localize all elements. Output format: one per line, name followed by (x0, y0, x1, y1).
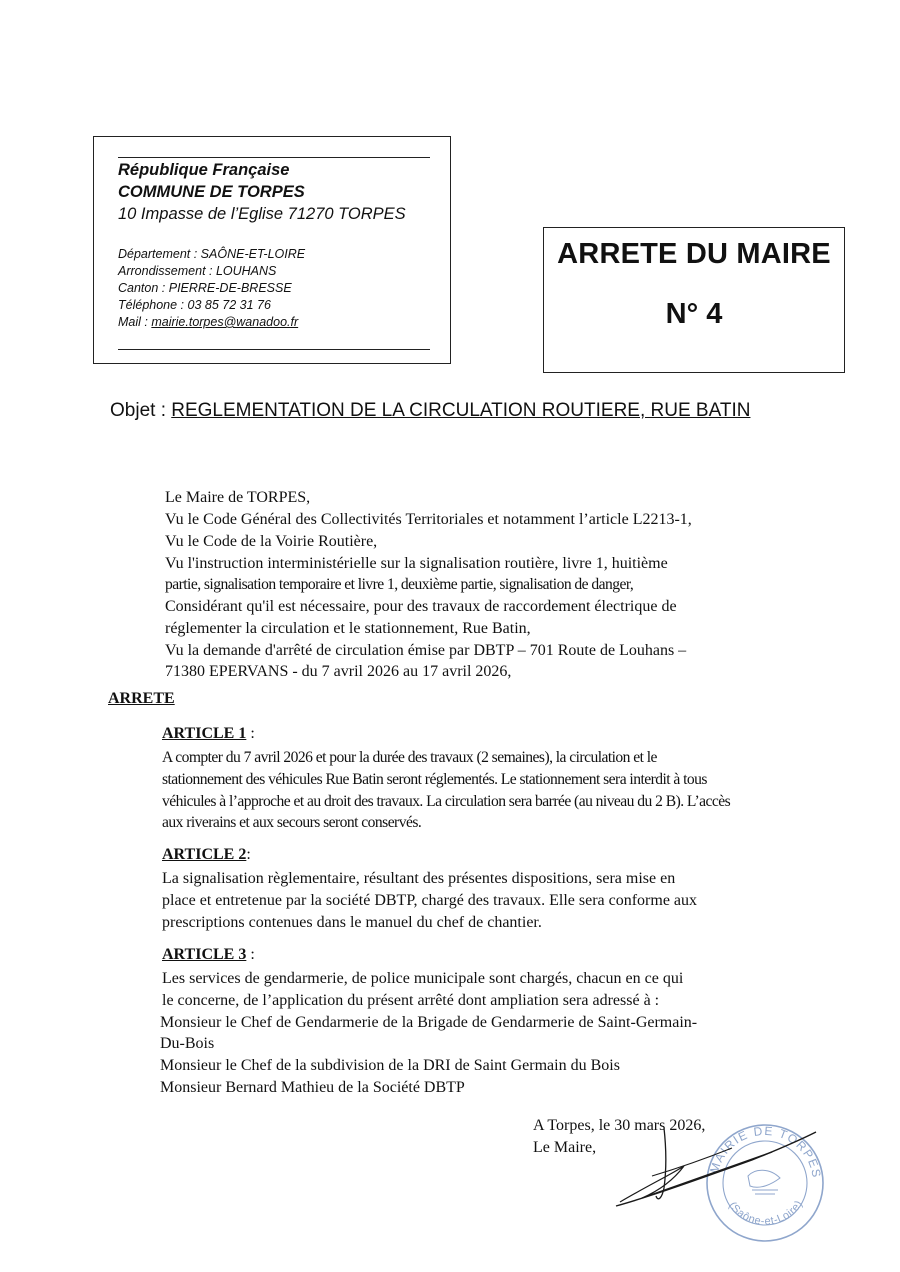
article-2-line: prescriptions contenues dans le manuel du chef de chantier. (162, 914, 542, 931)
article-2-suffix: : (246, 846, 251, 863)
header-bottom-rule (118, 349, 430, 350)
canton: Canton : PIERRE-DE-BRESSE (118, 281, 292, 295)
article-3-line: Monsieur le Chef de la subdivision de la DRI de Saint Germain du Bois (160, 1057, 620, 1074)
article-1-suffix: : (246, 725, 255, 742)
objet-label: Objet : (110, 400, 172, 421)
article-3-line: Monsieur le Chef de Gendarmerie de la Brigade de Gendarmerie de Saint-Germain- (160, 1014, 698, 1031)
header-top-rule (118, 157, 430, 158)
svg-text:MAIRIE DE TORPES: MAIRIE DE TORPES (707, 1123, 824, 1180)
article-2-line: La signalisation règlementaire, résultant des présentes dispositions, sera mise en (162, 870, 676, 887)
mail-link[interactable]: mairie.torpes@wanadoo.fr (151, 315, 299, 329)
mail-line (118, 315, 298, 329)
departement: Département : SAÔNE-ET-LOIRE (118, 247, 306, 261)
telephone: Téléphone : 03 85 72 31 76 (118, 298, 271, 312)
preamble-line: Vu le Code de la Voirie Routière, (165, 533, 378, 550)
article-1-line: véhicules à l’approche et au droit des travaux. La circulation sera barrée (au niveau du 2 B). L’accès (162, 793, 731, 810)
article-1-heading (162, 725, 255, 743)
commune-name: COMMUNE DE TORPES (118, 183, 305, 201)
objet-text: REGLEMENTATION DE LA CIRCULATION ROUTIERE, RUE BATIN (171, 400, 751, 421)
article-3-line: Du-Bois (160, 1035, 215, 1052)
arrete-heading-text: ARRETE (108, 690, 175, 707)
article-1-line: aux riverains et aux secours seront conservés. (162, 814, 422, 831)
article-2-heading (162, 846, 251, 864)
preamble-line: réglementer la circulation et le stationnement, Rue Batin, (165, 620, 531, 637)
commune-address: 10 Impasse de l’Eglise 71270 TORPES (118, 205, 406, 223)
arrete-heading (108, 690, 175, 708)
article-3-line: Les services de gendarmerie, de police municipale sont chargés, chacun en ce qui (162, 970, 684, 987)
signatory: Le Maire, (533, 1139, 597, 1156)
preamble-line: 71380 EPERVANS - du 7 avril 2026 au 17 avril 2026, (165, 663, 512, 680)
place-date: A Torpes, le 30 mars 2026, (533, 1117, 706, 1134)
preamble-line: Vu l'instruction interministérielle sur la signalisation routière, livre 1, huitième (165, 555, 668, 572)
article-1-title: ARTICLE 1 (162, 725, 247, 742)
svg-text:(Saône-et-Loire): (Saône-et-Loire) (726, 1198, 806, 1228)
preamble-line: Considérant qu'il est nécessaire, pour des travaux de raccordement électrique de (165, 598, 677, 615)
article-3-line: Monsieur Bernard Mathieu de la Société DBTP (160, 1079, 465, 1096)
commune-header-box (93, 136, 451, 364)
article-1-line: stationnement des véhicules Rue Batin seront réglementés. Le stationnement sera interdit à tous (162, 771, 707, 788)
article-3-heading (162, 946, 255, 964)
article-2-title: ARTICLE 2 (162, 846, 247, 863)
arrondissement: Arrondissement : LOUHANS (118, 264, 277, 278)
preamble-line: Vu le Code Général des Collectivités Territoriales et notamment l’article L2213-1, (165, 511, 692, 528)
arrete-number: N° 4 (665, 298, 723, 330)
preamble-line: Vu la demande d'arrêté de circulation émise par DBTP – 701 Route de Louhans – (165, 642, 687, 659)
article-1-line: A compter du 7 avril 2026 et pour la durée des travaux (2 semaines), la circulation et le (162, 749, 657, 766)
mail-label: Mail : (118, 315, 152, 329)
arrete-title: ARRETE DU MAIRE (557, 238, 831, 270)
republic-label: République Française (118, 161, 290, 179)
article-2-line: place et entretenue par la société DBTP, chargé des travaux. Elle sera conforme aux (162, 892, 698, 909)
article-3-line: le concerne, de l’application du présent arrêté dont ampliation sera adressé à : (162, 992, 660, 1009)
preamble-line: Le Maire de TORPES, (165, 489, 311, 506)
mayor-signature (612, 1123, 824, 1216)
preamble-line: partie, signalisation temporaire et livre 1, deuxième partie, signalisation de danger, (165, 576, 634, 593)
article-3-suffix: : (246, 946, 255, 963)
arrete-title-box (543, 227, 845, 373)
objet-line (110, 398, 810, 424)
article-3-title: ARTICLE 3 (162, 946, 247, 963)
